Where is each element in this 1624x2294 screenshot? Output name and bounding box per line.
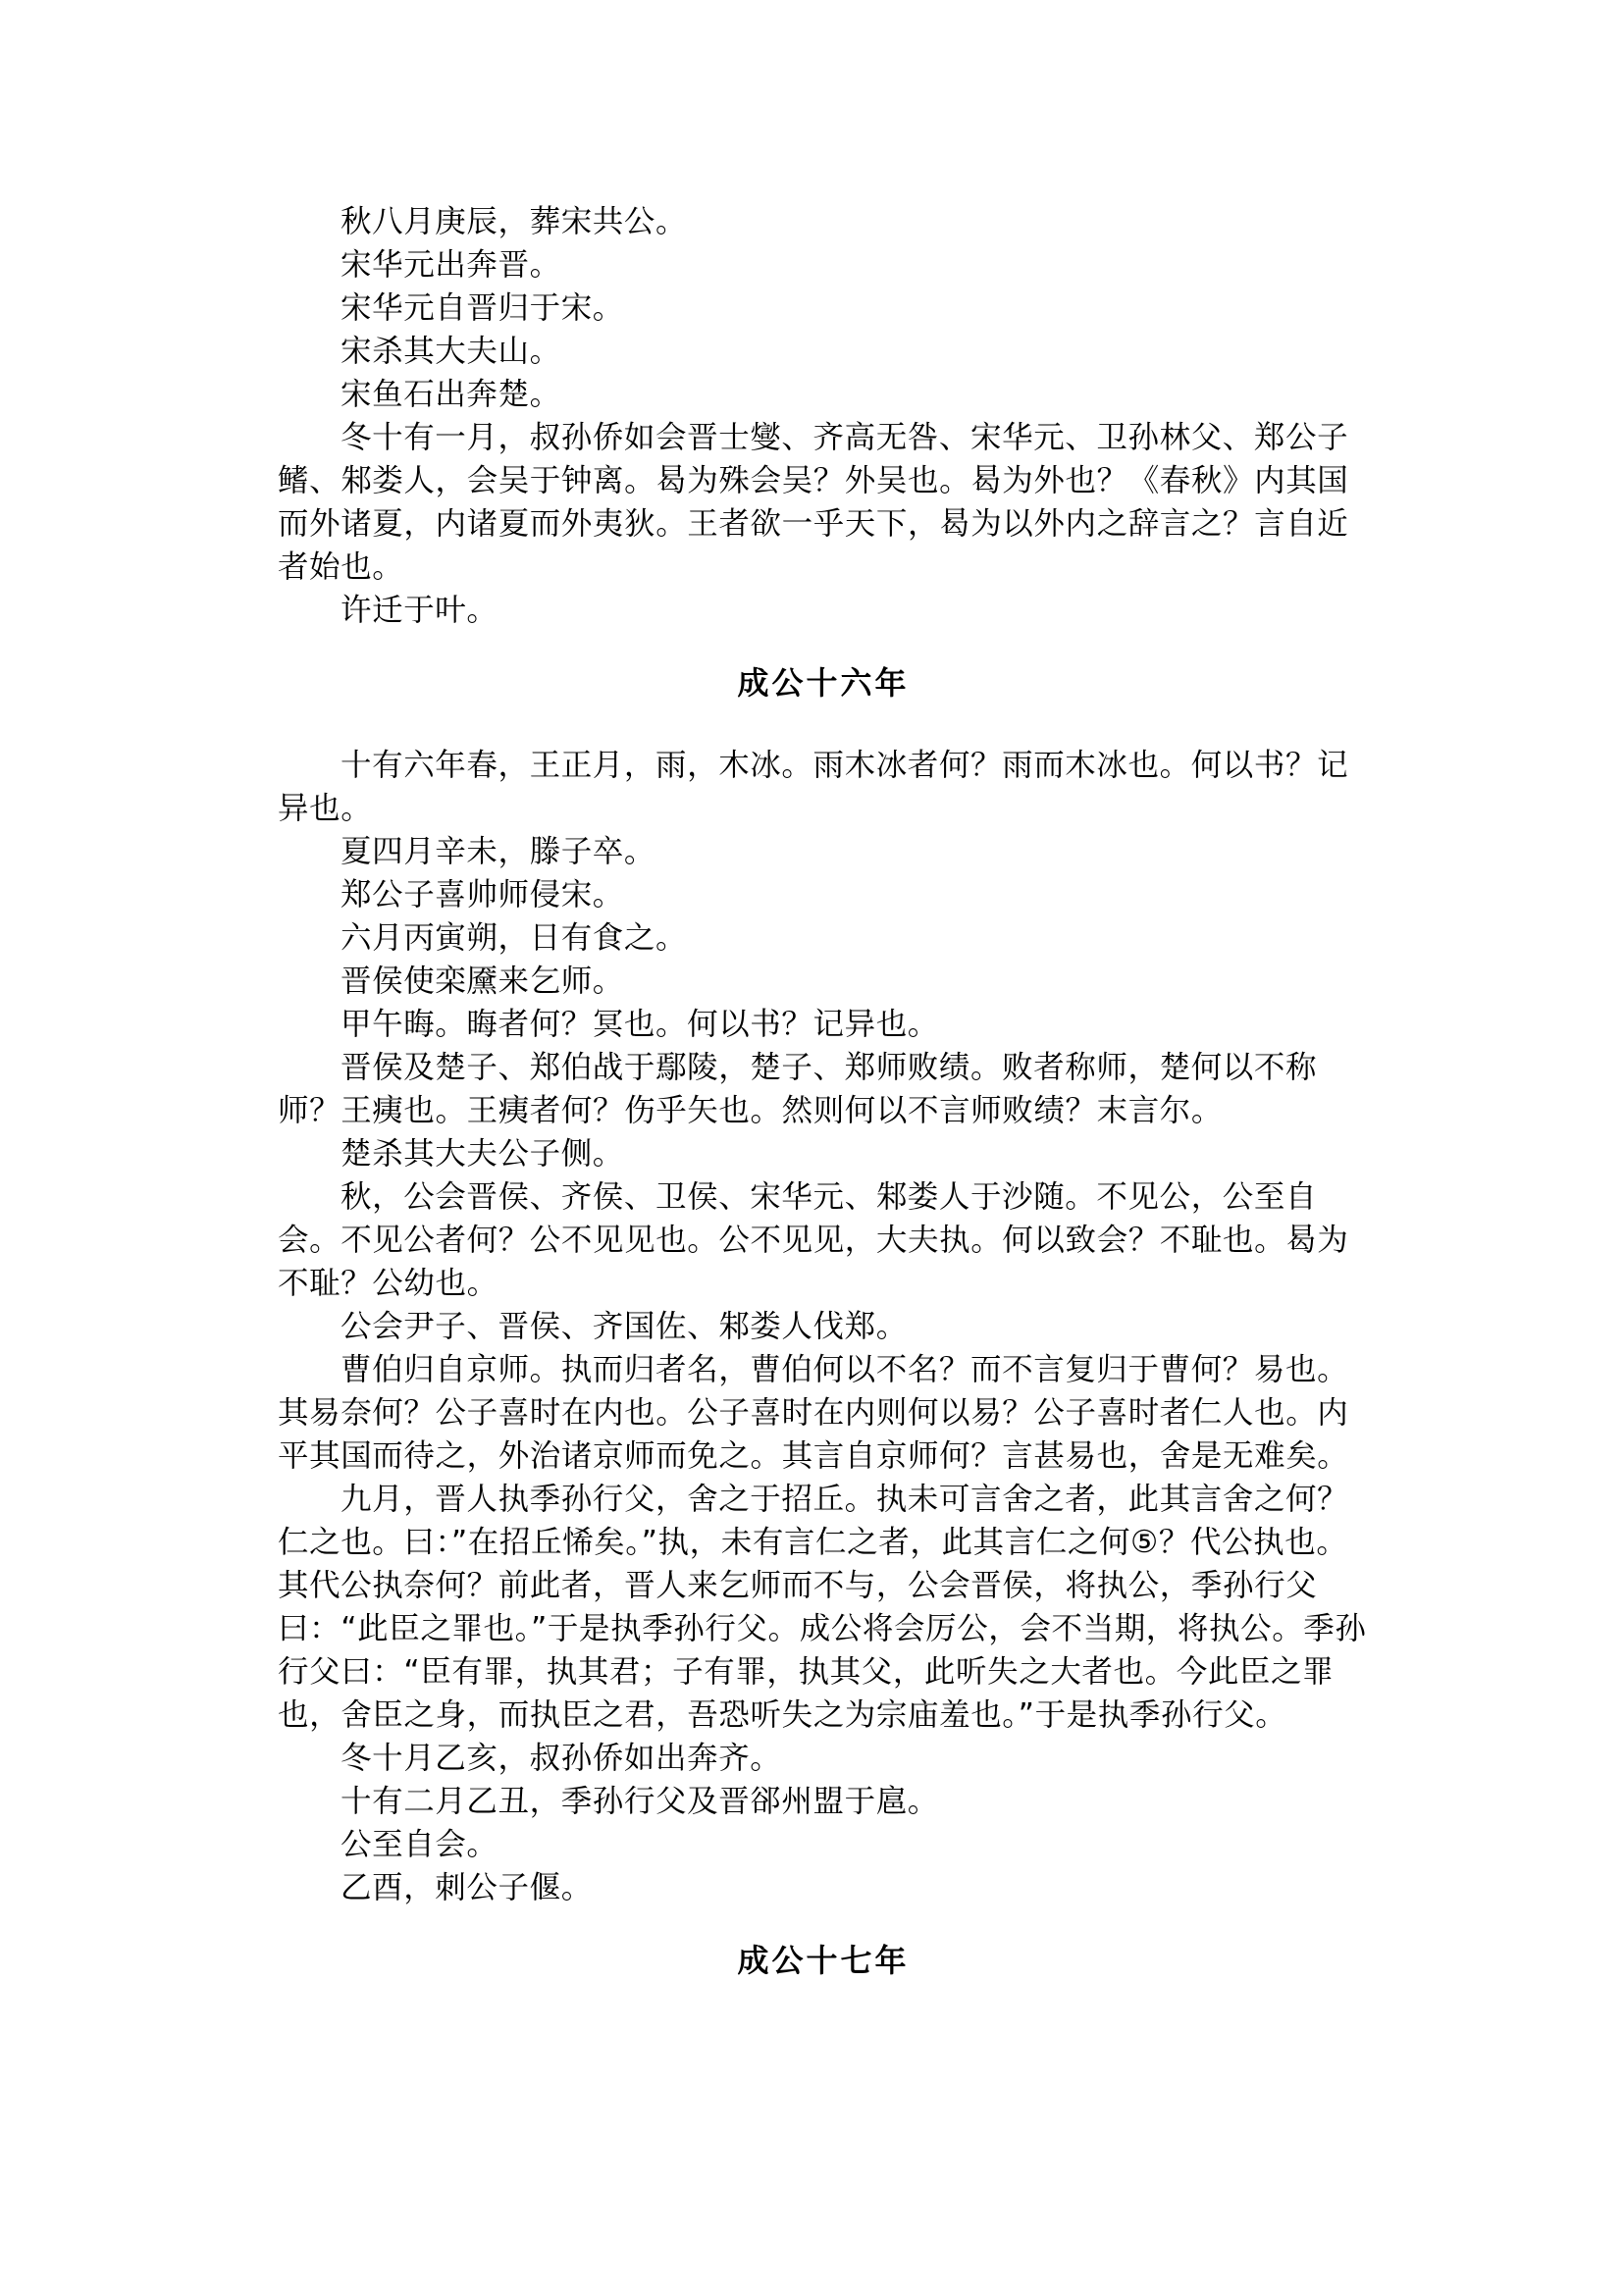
document-page (278, 200, 1369, 1982)
paragraph: 宋华元出奔晋。 (341, 247, 561, 283)
paragraph: 宋华元自晋归于宋。 (341, 290, 624, 326)
paragraph: 晋侯及楚子、郑伯战于鄢陵，楚子、郑师败绩。败者称师，楚何以不称师？王痍也。王痍者何？伤乎矢也。然则何以不言师败绩？末言尔。 (278, 1050, 1318, 1128)
paragraph: 六月丙寅朔，日有食之。 (341, 920, 688, 956)
paragraph: 郑公子喜帅师侵宋。 (341, 877, 624, 912)
paragraph: 楚杀其大夫公子侧。 (341, 1136, 624, 1172)
paragraph: 冬十有一月，叔孙侨如会晋士燮、齐高无咎、宋华元、卫孙林父、郑公子鳍、邾娄人，会吴于钟离。曷为殊会吴？外吴也。曷为外也？《春秋》内其国而外诸夏，内诸夏而外夷狄。王者欲一乎天下，曷为以外内之辞言之？言自近者始也。 (278, 420, 1349, 585)
paragraph: 十有六年春，王正月，雨，木冰。雨木冰者何？雨而木冰也。何以书？记异也。 (278, 748, 1349, 826)
paragraph: 宋杀其大夫山。 (341, 334, 561, 369)
section-heading: 成公十七年 (737, 1942, 910, 1979)
paragraph: 乙酉，刺公子偃。 (341, 1870, 593, 1905)
section-heading: 成公十六年 (737, 664, 910, 702)
paragraph: 宋鱼石出奔楚。 (341, 377, 561, 412)
paragraph: 许迁于叶。 (341, 593, 498, 628)
paragraph: 晋侯使栾黡来乞师。 (341, 964, 624, 999)
paragraph: 十有二月乙丑，季孙行父及晋郤州盟于扈。 (341, 1784, 939, 1819)
paragraph: 夏四月辛未，滕子卒。 (341, 834, 656, 869)
section-a (278, 200, 1369, 632)
paragraph: 冬十月乙亥，叔孙侨如出奔齐。 (341, 1741, 782, 1776)
paragraph: 秋，公会晋侯、齐侯、卫侯、宋华元、邾娄人于沙随。不见公，公至自会。不见公者何？公不见见也。公不见见，大夫执。何以致会？不耻也。曷为不耻？公幼也。 (278, 1179, 1349, 1301)
paragraph: 公至自会。 (341, 1827, 498, 1862)
paragraph: 秋八月庚辰，葬宋共公。 (341, 204, 688, 239)
paragraph: 曹伯归自京师。执而归者名，曹伯何以不名？而不言复归于曹何？易也。其易奈何？公子喜时在内也。公子喜时在内则何以易？公子喜时者仁人也。内平其国而待之，外治诸京师而免之。其言自京师何？言甚易也，舍是无难矣。 (278, 1352, 1349, 1474)
section-b (278, 744, 1369, 1909)
paragraph: 九月，晋人执季孙行父，舍之于招丘。执未可言舍之者，此其言舍之何？仁之也。曰：”在招丘悕矣。”执，未有言仁之者，此其言仁之何⑤？代公执也。其代公执奈何？前此者，晋人来乞师而不与，公会晋侯，将执公，季孙行父曰：“此臣之罪也。”于是执季孙行父。成公将会厉公，会不当期，将执公。季孙行父曰：“臣有罪，执其君；子有罪，执其父，此听失之大者也。今此臣之罪也，舍臣之身，而执臣之君，吾恐听失之为宗庙羞也。”于是执季孙行父。 (278, 1482, 1367, 1733)
paragraph: 公会尹子、晋侯、齐国佐、邾娄人伐郑。 (341, 1309, 908, 1344)
paragraph: 甲午晦。晦者何？冥也。何以书？记异也。 (341, 1007, 939, 1042)
